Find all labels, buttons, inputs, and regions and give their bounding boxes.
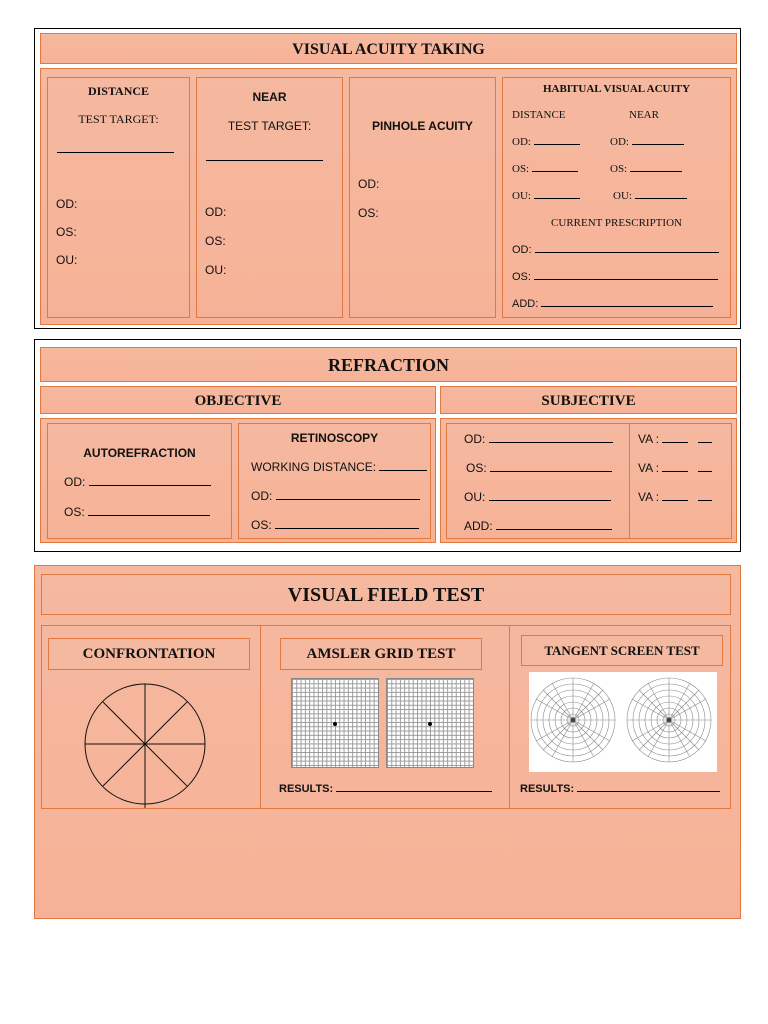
near-test-target: TEST TARGET: xyxy=(227,119,312,133)
current-prescription-label: CURRENT PRESCRIPTION xyxy=(551,217,682,229)
habitual-distance-od: OD: xyxy=(512,136,580,148)
objective-title: OBJECTIVE xyxy=(194,393,282,409)
habitual-near-od: OD: xyxy=(610,136,684,148)
confrontation-label: CONFRONTATION xyxy=(48,638,250,670)
visual-field-body xyxy=(41,625,731,809)
tangent-results: RESULTS: xyxy=(520,783,720,795)
pinhole-heading: PINHOLE ACUITY xyxy=(372,119,473,133)
habitual-near-ou: OU: xyxy=(613,190,687,202)
subjective-od: OD: xyxy=(464,432,613,446)
refraction-title-bar xyxy=(40,347,737,382)
subjective-rx-box xyxy=(446,423,630,539)
visual-acuity-title: VISUAL ACUITY TAKING xyxy=(292,41,485,58)
refraction-title: REFRACTION xyxy=(327,355,449,375)
subjective-body xyxy=(440,418,737,543)
amsler-label: AMSLER GRID TEST xyxy=(280,638,482,670)
tangent-screen-charts[interactable] xyxy=(529,672,717,772)
distance-os: OS: xyxy=(56,225,77,239)
autorefraction-box xyxy=(47,423,232,539)
autorefraction-heading: AUTOREFRACTION xyxy=(83,446,196,460)
distance-ou: OU: xyxy=(56,253,78,267)
near-ou: OU: xyxy=(205,263,227,277)
subjective-os: OS: xyxy=(466,461,612,475)
cp-os: OS: xyxy=(512,271,718,283)
visual-field-title-bar xyxy=(41,574,731,615)
near-box xyxy=(196,77,343,318)
tangent-label: TANGENT SCREEN TEST xyxy=(521,635,723,666)
near-test-target-line[interactable] xyxy=(206,160,323,161)
tangent-column xyxy=(510,626,730,808)
amsler-grid-right[interactable] xyxy=(386,678,474,768)
refraction-section xyxy=(34,339,741,552)
habitual-near-os: OS: xyxy=(610,163,682,175)
habitual-distance-ou: OU: xyxy=(512,190,580,202)
pinhole-box xyxy=(349,77,496,318)
near-os: OS: xyxy=(205,234,226,248)
habitual-box xyxy=(502,77,731,318)
autorefraction-os: OS: xyxy=(64,505,210,519)
amsler-results: RESULTS: xyxy=(279,783,492,795)
retinoscopy-heading: RETINOSCOPY xyxy=(290,431,379,445)
habitual-distance-os: OS: xyxy=(512,163,578,175)
distance-box xyxy=(47,77,190,318)
autorefraction-od: OD: xyxy=(64,475,211,489)
distance-heading: DISTANCE xyxy=(87,84,150,98)
visual-acuity-body xyxy=(40,68,737,325)
confrontation-diagram[interactable] xyxy=(75,674,215,814)
subjective-bar xyxy=(440,386,737,414)
distance-test-target: TEST TARGET: xyxy=(78,112,159,126)
distance-test-target-line[interactable] xyxy=(57,152,174,153)
objective-bar xyxy=(40,386,436,414)
habitual-distance-label: DISTANCE xyxy=(512,109,566,121)
subjective-va-box xyxy=(629,423,732,539)
distance-od: OD: xyxy=(56,197,78,211)
va-os: VA : xyxy=(638,461,712,475)
retinoscopy-box xyxy=(238,423,431,539)
habitual-near-label: NEAR xyxy=(629,109,659,121)
habitual-heading: HABITUAL VISUAL ACUITY xyxy=(542,83,691,95)
visual-acuity-section xyxy=(34,28,741,329)
subjective-ou: OU: xyxy=(464,490,611,504)
va-od: VA : xyxy=(638,432,712,446)
va-ou: VA : xyxy=(638,490,712,504)
retinoscopy-od: OD: xyxy=(251,489,420,503)
near-od: OD: xyxy=(205,205,227,219)
visual-acuity-title-bar xyxy=(40,33,737,64)
subjective-title: SUBJECTIVE xyxy=(541,393,636,409)
amsler-grid-left[interactable] xyxy=(291,678,379,768)
working-distance: WORKING DISTANCE: xyxy=(251,460,427,474)
visual-field-title: VISUAL FIELD TEST xyxy=(287,584,485,606)
subjective-add: ADD: xyxy=(464,519,612,533)
pinhole-od: OD: xyxy=(358,177,380,191)
near-heading: NEAR xyxy=(252,90,287,104)
cp-add: ADD: xyxy=(512,298,713,310)
pinhole-os: OS: xyxy=(358,206,379,220)
amsler-column xyxy=(261,626,510,808)
objective-body xyxy=(40,418,436,543)
retinoscopy-os: OS: xyxy=(251,518,419,532)
confrontation-column xyxy=(42,626,261,808)
visual-field-section xyxy=(34,565,741,919)
cp-od: OD: xyxy=(512,244,719,256)
